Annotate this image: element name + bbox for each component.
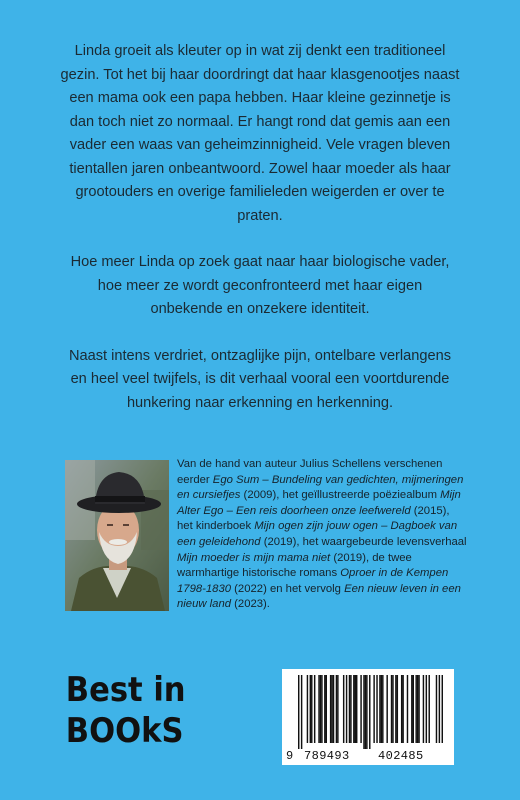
barcode-bar <box>318 675 319 743</box>
barcode-bar <box>324 675 325 743</box>
barcode-bar <box>423 675 424 743</box>
barcode-bar <box>417 675 418 743</box>
barcode-bar <box>436 675 437 743</box>
bio-text: (2022) en het vervolg <box>231 582 345 595</box>
barcode-bar <box>373 675 374 743</box>
barcode-bar <box>413 675 414 743</box>
bio-title: Ego Sum – Bundeling van gedichten, mijmeringen en cursiefjes <box>177 473 464 502</box>
bio-text: (2023). <box>231 598 270 611</box>
barcode-bar <box>415 675 416 743</box>
blurb-paragraph-2: Hoe meer Linda op zoek gaat naar haar biologische vader, hoe meer ze wordt geconfronteerd met haar eigen onbekende en onzekere identiteit. <box>70 254 450 317</box>
barcode-bar <box>336 675 337 743</box>
barcode-bar <box>442 675 443 743</box>
barcode-bar <box>343 675 344 743</box>
bio-text: (2019), de twee warmhartige historische romans <box>177 551 412 580</box>
barcode-bar <box>350 675 351 743</box>
barcode-bar <box>337 675 338 743</box>
blurb-paragraph-3: Naast intens verdriet, ontzaglijke pijn, ontelbare verlangens en heel veel twijfels, is dit verhaal vooral een voortdurende hunkering naar erkenning en herkenning. <box>68 347 452 411</box>
bio-title: Mijn moeder is mijn mama niet <box>177 551 331 564</box>
author-bio <box>177 457 467 613</box>
barcode-bar <box>386 675 387 743</box>
barcode-bar <box>391 675 392 743</box>
barcode-bar <box>314 675 315 743</box>
logo-line-2: BOOkS <box>65 710 184 748</box>
barcode-bar <box>426 675 427 743</box>
barcode-bar <box>381 675 382 743</box>
publisher-logo <box>64 668 204 748</box>
barcode-bar <box>395 675 396 743</box>
barcode-bar <box>376 675 377 743</box>
barcode-digits-right: 402485 <box>378 749 424 763</box>
barcode-bar <box>369 675 370 749</box>
barcode-bar <box>346 675 347 743</box>
barcode-bar <box>321 675 322 743</box>
bio-text: Van de hand van auteur Julius Schellens verschenen eerder <box>177 458 443 486</box>
barcode-bar <box>356 675 357 743</box>
barcode-bar <box>401 675 402 743</box>
barcode-bar <box>366 675 367 749</box>
bio-text: (2015), het kinderboek <box>177 504 450 533</box>
barcode-digits <box>282 749 454 763</box>
barcode-bar <box>301 675 302 749</box>
barcode-bar <box>320 675 321 743</box>
bio-title: Oproer in de Kempen 1798-1830 <box>177 567 449 595</box>
bio-title: Een nieuw leven in een nieuw land <box>177 582 461 611</box>
barcode-bar <box>353 675 354 743</box>
barcode-bar <box>360 675 361 743</box>
bio-text: (2009), het geïllustreerde poëziealbum <box>240 489 441 502</box>
barcode-bar <box>311 675 312 743</box>
barcode-bar <box>310 675 311 743</box>
barcode-bar <box>333 675 334 743</box>
bio-title: Mijn Alter Ego – Een reis doorheen onze leefwereld <box>177 489 461 517</box>
barcode-bar <box>418 675 419 743</box>
barcode-bar <box>331 675 332 743</box>
barcode-digits-left: 789493 <box>304 749 350 763</box>
logo-line-1: Best in <box>65 669 186 710</box>
barcode-bar <box>307 675 308 743</box>
bio-title: Mijn ogen zijn jouw ogen – Dagboek van een geleidehond <box>177 520 458 548</box>
author-photo <box>65 460 169 611</box>
barcode-bar <box>429 675 430 743</box>
barcode-bar <box>365 675 366 749</box>
barcode-bar <box>330 675 331 743</box>
barcode-bar <box>407 675 408 743</box>
barcode-bar <box>298 675 299 749</box>
barcode-bar <box>382 675 383 743</box>
bio-text: (2019), het waargebeurde levensverhaal <box>260 535 467 548</box>
barcode-bar <box>326 675 327 743</box>
barcode-bars <box>282 669 454 749</box>
barcode-bar <box>355 675 356 743</box>
barcode-bar <box>402 675 403 743</box>
barcode-bar <box>411 675 412 743</box>
back-cover-blurb <box>60 40 460 438</box>
blurb-paragraph-1: Linda groeit als kleuter op in wat zij denkt een traditioneel gezin. Tot het bij haar doordringt dat haar klasgenootjes naast een mama ook een papa hebben. Haar kleine gezinnetje is dan toch niet zo normaal. Er hangt rond dat gemis aan een vader een waas van geheimzinnigheid. Vele vragen bleven tientallen jaren onbeantwoord. Zowel haar moeder als haar grootouders en overige familieleden weigerden er over te praten. <box>60 43 460 224</box>
barcode-bar <box>397 675 398 743</box>
barcode-bar <box>439 675 440 743</box>
barcode-bar <box>349 675 350 743</box>
barcode-bar <box>392 675 393 743</box>
isbn-barcode <box>282 669 454 765</box>
barcode-bar <box>379 675 380 743</box>
barcode-digit-first: 9 <box>286 749 294 763</box>
barcode-bar <box>363 675 364 749</box>
